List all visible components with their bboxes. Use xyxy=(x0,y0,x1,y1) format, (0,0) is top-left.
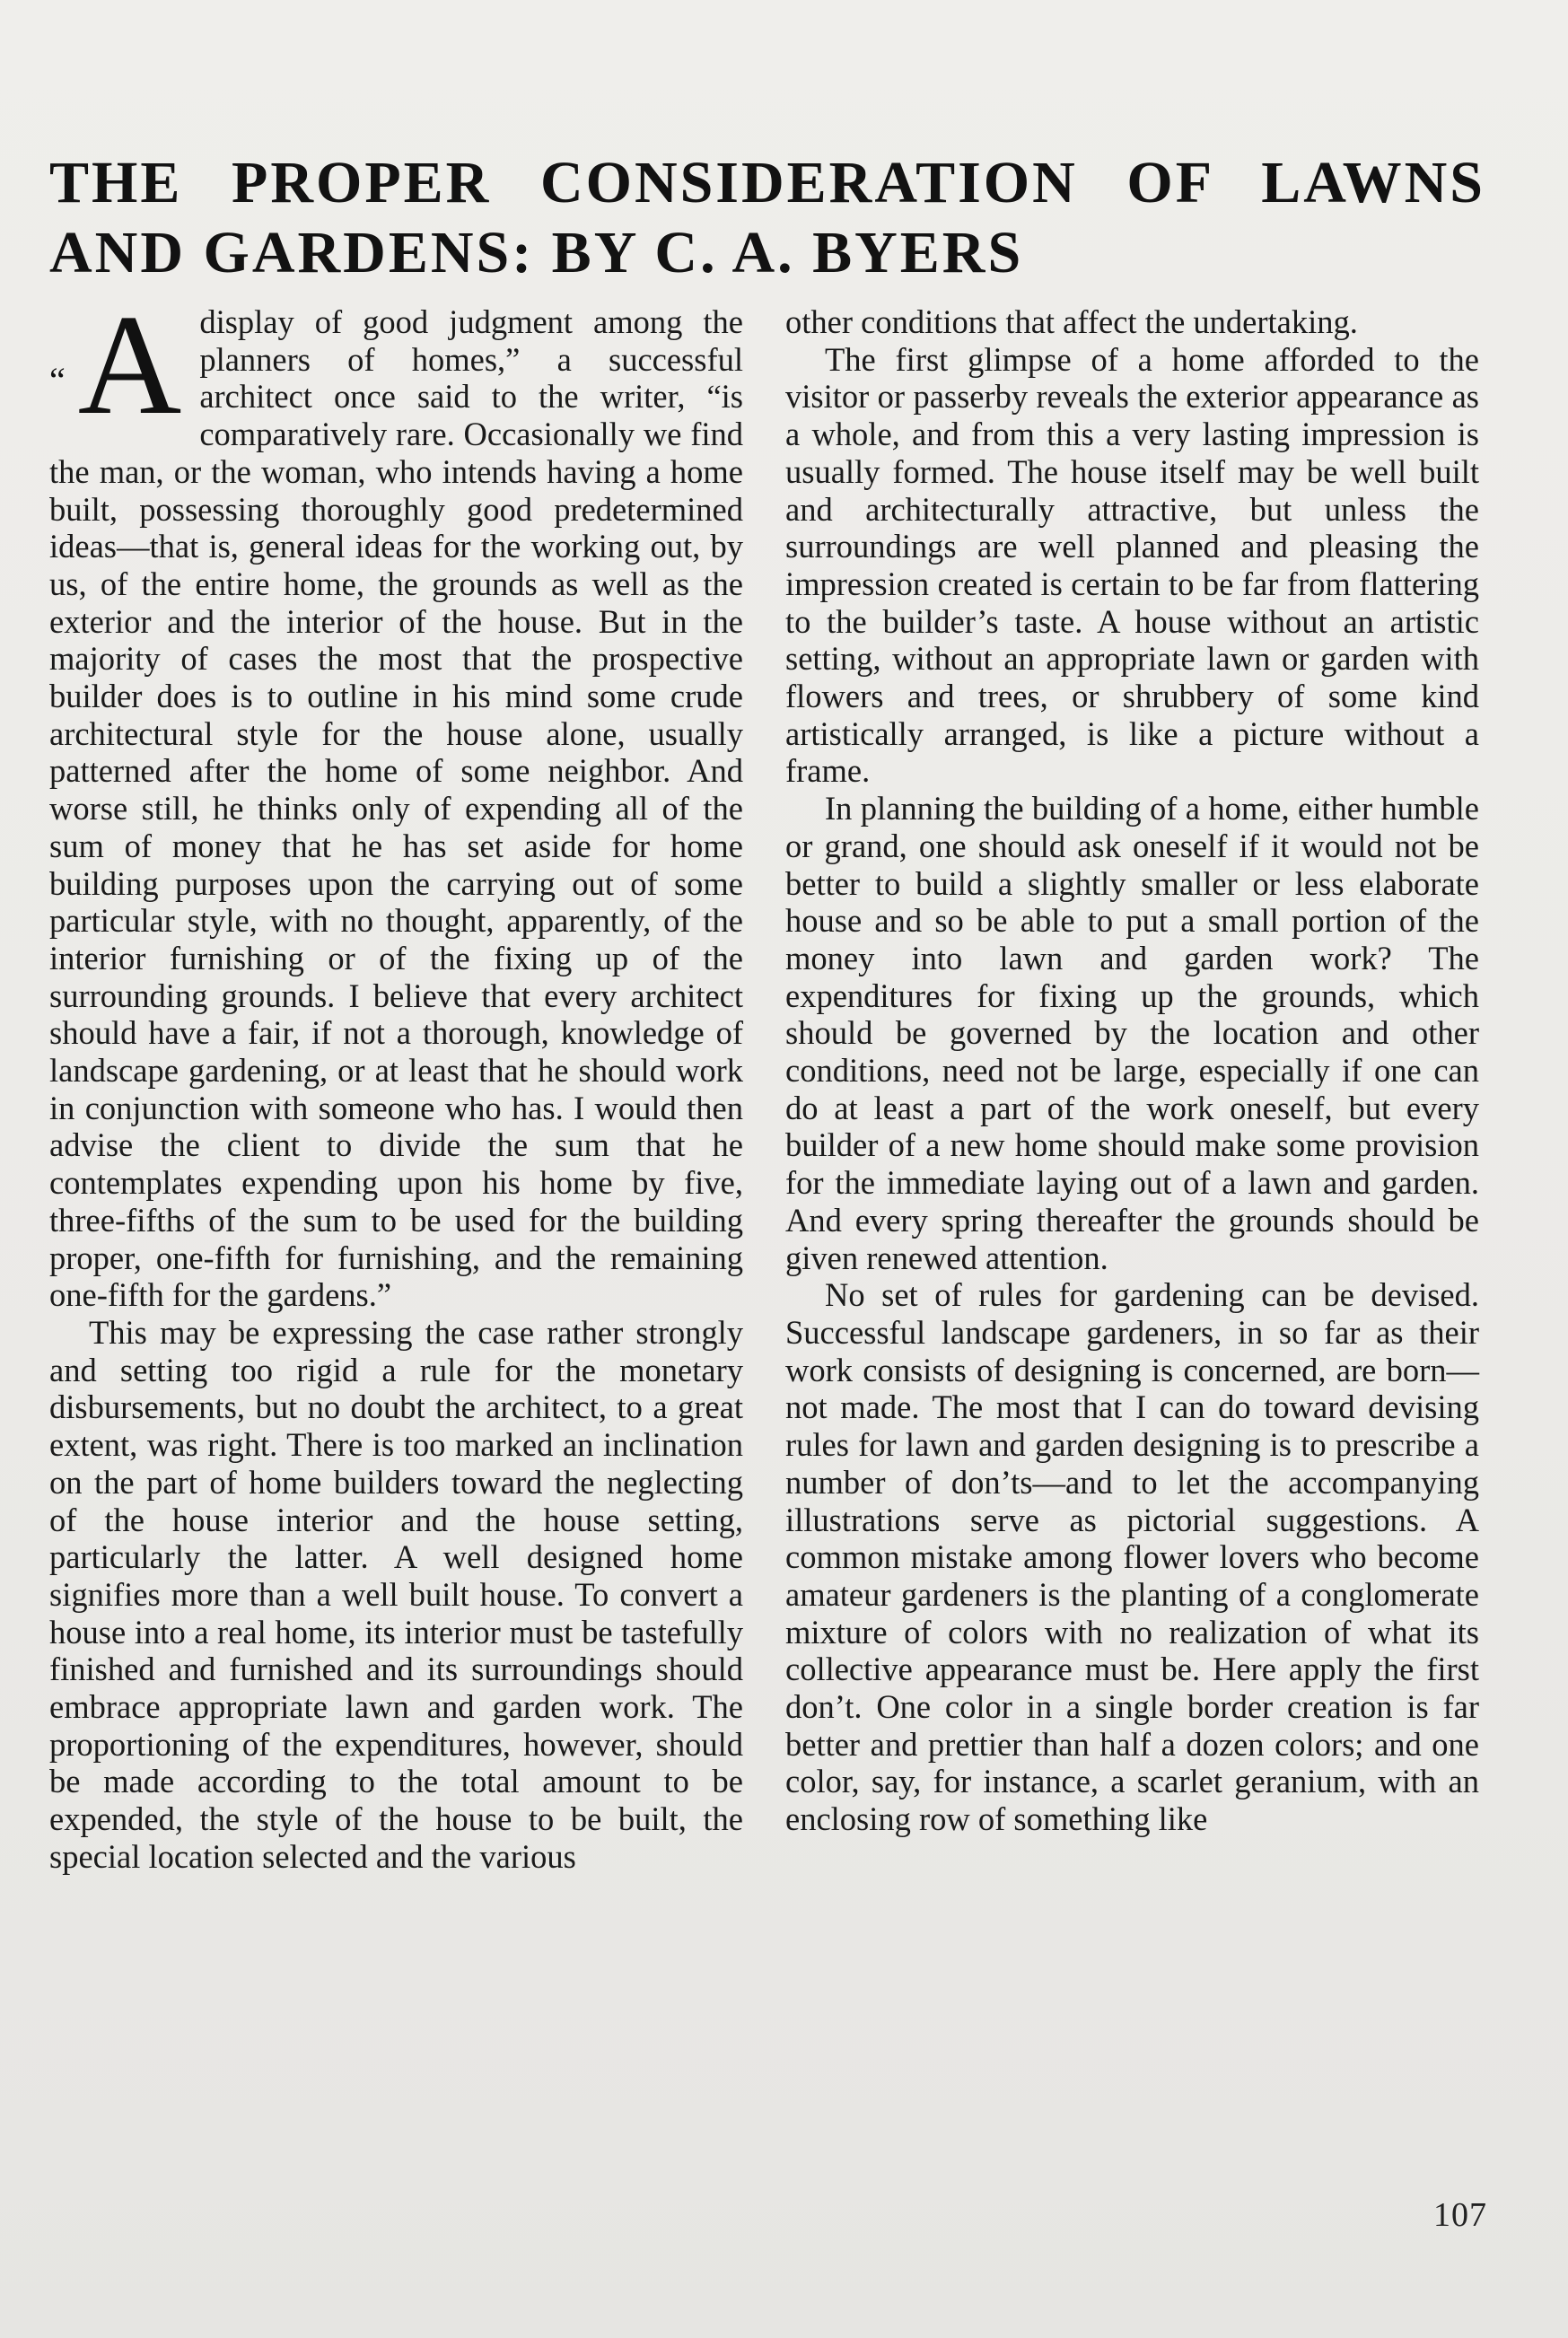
paragraph: The first glimpse of a home afforded to the visitor or passerby reveals the exterior appearance as a whole, and from this a very lasting impression is usually formed. The house itself may be well built and architecturally attractive, but unless the surroundings are well planned and pleasing the impression created is certain to be far from flattering to the builder’s taste. A house without an artistic setting, without an appropriate lawn or garden with flowers and trees, or shrubbery of some kind artistically arranged, is like a picture without a frame. xyxy=(785,340,1479,790)
right-column xyxy=(785,303,1479,1838)
article-title xyxy=(49,148,1485,288)
paragraph: In planning the building of a home, either humble or grand, one should ask oneself if it would not be better to build a slightly smaller or less elaborate house and so be able to put a small portion of the money into lawn and garden work? The expenditures for fixing up the grounds, which should be governed by the location and other conditions, need not be large, especially if one can do at least a part of the work oneself, but every builder of a new home should make some provision for the immediate laying out of a lawn and garden. And every spring thereafter the grounds should be given renewed attention. xyxy=(785,790,1479,1276)
paragraph: This may be expressing the case rather strongly and setting too rigid a rule for the monetary disbursements, but no doubt the architect, to a great extent, was right. There is too marked an inclination on the part of home builders toward the neglecting of the house interior and the house setting, particularly the latter. A well designed home signifies more than a well built house. To convert a house into a real home, its interior must be tastefully finished and furnished and its surroundings should embrace appropriate lawn and garden work. The proportioning of the expenditures, however, should be made according to the total amount to be expended, the style of the house to be built, the special location selected and the various xyxy=(49,1313,743,1875)
paragraph-text: display of good judgment among the planners of homes,” a successful architect once said to the writer, “is comparatively rare. Occasionally we find the man, or the woman, who intends having a home built, possessing thoroughly good predetermined ideas—that is, general ideas for the working out, by us, of the entire home, the grounds as well as the exterior and the interior of the house. But in the majority of cases the most that the prospective builder does is to outline in his mind some crude architectural style for the house alone, usually patterned after the home of some neighbor. And worse still, he thinks only of expending all of the sum of money that he has set aside for home building purposes upon the carrying out of some particular style, with no thought, apparently, of the interior furnishing or of the fixing up of the surrounding grounds. I believe that every architect should have a fair, if not a thorough, knowledge of landscape gardening, or at least that he should work in conjunction with someone who has. I would then advise the client to divide the sum that he contemplates expending upon his home by five, three-fifths of the sum to be used for the building proper, one-fifth for furnishing, and the remaining one-fifth for the gardens.” xyxy=(49,303,743,1314)
paragraph: No set of rules for gardening can be devised. Successful landscape gardeners, in so far as their work consists of designing is concerned, are born—not made. The most that I can do toward devising rules for lawn and garden designing is to prescribe a number of don’ts—and to let the accompanying illustrations serve as pictorial suggestions. A common mistake among flower lovers who become amateur gardeners is the planting of a conglomerate mixture of colors with no realization of what its collective appearance must be. Here apply the first don’t. One color in a single border creation is far better and prettier than half a dozen colors; and one color, say, for instance, a scarlet geranium, with an enclosing row of something like xyxy=(785,1276,1479,1838)
title-line-2: AND GARDENS: BY C. A. BYERS xyxy=(49,220,1024,285)
title-line-1: THE PROPER CONSIDERATION OF LAWNS xyxy=(49,150,1485,215)
opening-paragraph xyxy=(49,285,743,1314)
left-column xyxy=(49,285,743,1876)
drop-cap-letter: A xyxy=(77,285,182,444)
continued-paragraph: other conditions that affect the undertaking. xyxy=(785,303,1358,340)
page-number: 107 xyxy=(1433,2196,1487,2234)
opening-quote-mark: “ xyxy=(49,360,66,400)
drop-cap xyxy=(49,285,182,444)
